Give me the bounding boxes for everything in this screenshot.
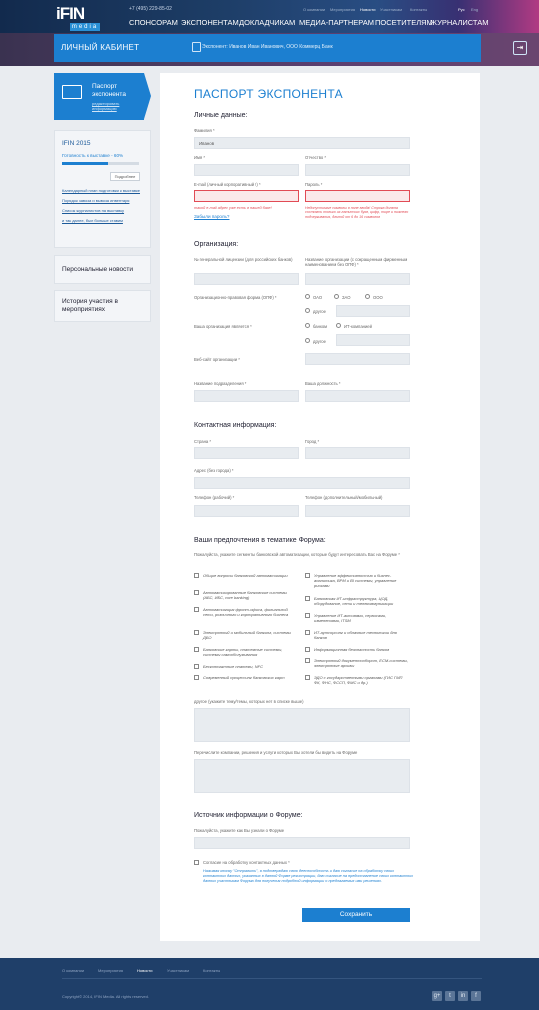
cabinet-title: ЛИЧНЫЙ КАБИНЕТ — [61, 43, 140, 52]
orgtype-other-input[interactable] — [336, 334, 410, 346]
nav-exhibitors[interactable]: ЭКСПОНЕНТАМ — [181, 18, 239, 27]
password-input[interactable] — [305, 190, 410, 202]
source-label: Пожалуйста, укажите как Вы узнали о Форуме — [194, 828, 285, 833]
sidebar-link[interactable]: Календарный план подготовки к выставке — [62, 188, 140, 193]
page-title: ПАСПОРТ ЭКСПОНЕНТА — [194, 87, 343, 101]
footer-link[interactable]: Участникам — [167, 968, 189, 973]
orgname-input[interactable] — [305, 273, 410, 285]
top-link-participants[interactable]: Участникам — [380, 7, 402, 12]
opf-radio[interactable] — [365, 294, 370, 299]
user-icon — [192, 42, 201, 52]
passport-label: Паспорт экспонента — [92, 83, 126, 98]
topic-label: Автоматизация фронт-офиса, филиальной сети, розничного и корпоративного бизнеса — [203, 607, 289, 617]
exit-icon[interactable]: ⇥ — [513, 41, 527, 55]
logo[interactable] — [56, 4, 100, 30]
section-personal: Личные данные: — [194, 112, 248, 119]
topic-checkbox[interactable] — [305, 647, 310, 652]
opf-radio[interactable] — [305, 308, 310, 313]
surname-input[interactable] — [194, 137, 410, 149]
license-input[interactable] — [194, 273, 299, 285]
email-error: такой e-mail адрес уже есть в нашей базе! — [194, 206, 272, 210]
agree-text: Нажимая кнопку "Отправить", я подтверждаю свою дееспособность и даю согласие на обработку своих контактных данных, указанных в данной Форме регистрации, даю согласие на предоставление своих контактных данных участникам Форума для получения подробной информации о предлагаемых ими решениях. — [203, 869, 414, 883]
passport-icon — [62, 85, 82, 99]
passport-edit-link[interactable]: редактировать информацию — [92, 101, 120, 111]
orgtype-label: Ваша организация является * — [194, 324, 252, 329]
position-input[interactable] — [305, 390, 410, 402]
orgtype-option: банком — [313, 324, 328, 329]
license-label: № генеральной лицензии (для российских банков) — [194, 257, 293, 262]
sidebar-news[interactable] — [54, 255, 151, 284]
topic-label: Банковская ИТ-инфраструктура, ЦОД, оборудование, сети и телекоммуникации — [314, 596, 394, 606]
top-link-news[interactable]: Новости — [360, 7, 376, 12]
copyright: Copyright© 2014, IFIN Media. All rights reserved. — [62, 994, 149, 999]
companies-textarea[interactable] — [194, 759, 410, 793]
site-label: Веб-сайт организации * — [194, 357, 240, 362]
opf-option: другое — [313, 309, 326, 314]
footer-link[interactable]: О компании — [62, 968, 85, 973]
orgtype-option: ИТ-компанией — [344, 324, 372, 329]
country-input[interactable] — [194, 447, 299, 459]
nav-visitors[interactable]: ПОСЕТИТЕЛЯМ — [375, 18, 433, 27]
nav-media[interactable]: МЕДИА-ПАРТНЕРАМ — [299, 18, 375, 27]
event-title: IFIN 2015 — [62, 140, 91, 147]
opf-option: ООО — [373, 295, 383, 300]
topic-label: Бесконтактные платежи, NFC — [203, 664, 263, 669]
section-contacts: Контактная информация: — [194, 422, 277, 429]
email-label: E-mail (личный корпоративный !) * — [194, 182, 261, 187]
site-input[interactable] — [305, 353, 410, 365]
address-label: Адрес (без города) * — [194, 468, 234, 473]
footer-link[interactable]: Новости — [137, 968, 153, 973]
orgtype-option: другое — [313, 339, 326, 344]
surname-value: Иванов — [199, 141, 215, 146]
topic-label: Общие вопросы банковской автоматизации — [203, 573, 288, 578]
section-preferences: Ваши предпочтения в тематике Форума: — [194, 537, 326, 544]
phone-input[interactable] — [194, 505, 299, 517]
footer-link[interactable]: Контакты — [203, 968, 221, 973]
logo-sub: media — [71, 24, 99, 30]
orgtype-radio[interactable] — [305, 338, 310, 343]
facebook-icon[interactable]: f — [471, 991, 481, 1001]
other-topics-label: другое (укажите тему/темы, которых нет в списке выше) — [194, 699, 304, 704]
orgtype-radio[interactable] — [336, 323, 341, 328]
topic-checkbox[interactable] — [305, 573, 310, 578]
topic-label: Банковские карты, платежные системы, системы самообслуживания — [203, 647, 283, 657]
ready-label: Готовность к выставке - 60% — [62, 153, 124, 158]
section-source: Источник информации о Форуме: — [194, 812, 303, 819]
topic-label: Управление ИТ-активами, сервисами, изменениями, ITSM — [314, 613, 387, 623]
topic-label: Электронный и мобильный банкинг, системы ДБО — [203, 630, 291, 640]
city-input[interactable] — [305, 447, 410, 459]
lang-en[interactable]: Eng — [471, 7, 479, 12]
password-label: Пароль * — [305, 182, 323, 187]
nav-journalists[interactable]: ЖУРНАЛИСТАМ — [430, 18, 489, 27]
opf-radio[interactable] — [305, 294, 310, 299]
topic-checkbox[interactable] — [305, 675, 310, 680]
surname-label: Фамилия * — [194, 128, 215, 133]
nav-speakers[interactable]: ДОКЛАДЧИКАМ — [239, 18, 296, 27]
sidebar-link[interactable]: Список журналистов на выставку — [62, 208, 125, 213]
more-button[interactable]: Подробнее — [110, 172, 140, 181]
top-link-events[interactable]: Мероприятия — [330, 7, 356, 12]
top-link-contacts[interactable]: Контакты — [410, 7, 428, 12]
gplus-icon[interactable]: g+ — [433, 993, 441, 999]
ready-progress — [62, 162, 139, 165]
opf-other-input[interactable] — [336, 305, 410, 317]
topic-checkbox[interactable] — [194, 647, 199, 652]
sidebar-link[interactable]: и так далее, был больше ставим — [62, 218, 123, 223]
news-label: Персональные новости — [62, 266, 133, 273]
dept-label: Название подразделения * — [194, 381, 247, 386]
name-input[interactable] — [194, 164, 299, 176]
sidebar-event — [54, 130, 151, 248]
orgtype-radio[interactable] — [305, 323, 310, 328]
address-input[interactable] — [194, 477, 410, 489]
topic-checkbox[interactable] — [305, 630, 310, 635]
patronymic-label: Отчество * — [305, 155, 326, 160]
history-label: История участия в мероприятиях — [62, 298, 118, 313]
agree-checkbox[interactable] — [194, 860, 199, 865]
section-organization: Организация: — [194, 241, 239, 248]
top-link-company[interactable]: О компании — [303, 7, 326, 12]
opf-label: Организационно-правовая форма (ОПФ) * — [194, 295, 277, 300]
topic-label: Информационная безопасность банков — [314, 647, 390, 652]
logo-text: iFIN — [56, 4, 85, 23]
dept-input[interactable] — [194, 390, 299, 402]
topic-checkbox[interactable] — [194, 630, 199, 635]
preferences-label: Пожалуйста, укажите сегменты банковской автоматизации, которые будут интересовать Вас на Форуме * — [194, 552, 400, 557]
forgot-link[interactable]: Забыли пароль? — [194, 214, 230, 219]
nav-sponsors[interactable]: СПОНСОРАМ — [129, 18, 178, 27]
topic-checkbox[interactable] — [194, 607, 199, 612]
topic-label: Управление эффективностью и бизнес-аналитика, BPM и BI системы, управление рисками — [314, 573, 397, 588]
cabinet-bar — [54, 34, 524, 62]
topic-checkbox[interactable] — [194, 590, 199, 595]
opf-radio[interactable] — [334, 294, 339, 299]
patronymic-input[interactable] — [305, 164, 410, 176]
footer-link[interactable]: Мероприятия — [98, 968, 124, 973]
opf-option: ОАО — [313, 295, 323, 300]
phone-label: Телефон (рабочий) * — [194, 495, 235, 500]
phone2-label: Телефон (дополнительный/мобильный) — [305, 495, 383, 500]
save-button[interactable]: Сохранить — [302, 908, 410, 922]
topic-label: Автоматизированные банковские системы (АБС, ИБС, core banking) — [203, 590, 287, 600]
footer-divider — [62, 978, 482, 979]
topic-checkbox[interactable] — [194, 664, 199, 669]
phone: +7 (495) 229-85-02 — [129, 6, 172, 12]
other-topics-textarea[interactable] — [194, 708, 410, 742]
sidebar-link[interactable]: Порядок завоза и вывоза инвентаря — [62, 198, 130, 203]
name-label: Имя * — [194, 155, 205, 160]
sidebar-history[interactable] — [54, 290, 151, 322]
country-label: Страна * — [194, 439, 212, 444]
phone2-input[interactable] — [305, 505, 410, 517]
footer — [0, 958, 539, 1010]
topic-label: ЭДО с государственными органами (ГИС ГМП ФК, ФНС, ФССП, ФМС и др.) — [314, 675, 403, 685]
orgname-label: Название организации (с сокращенным фирменным наименованием без ОПФ) * — [305, 257, 408, 267]
topic-label: Современный процессинг банковских карт — [203, 675, 285, 680]
twitter-icon[interactable]: t — [445, 991, 455, 1001]
topic-checkbox[interactable] — [305, 596, 310, 601]
topic-checkbox[interactable] — [194, 675, 199, 680]
opf-option: ЗАО — [342, 295, 351, 300]
linkedin-icon[interactable]: in — [458, 991, 468, 1001]
topic-checkbox[interactable] — [194, 573, 199, 578]
position-label: Ваша должность * — [305, 381, 341, 386]
agree-label: Согласие на обработку контактных данных * — [203, 860, 290, 865]
topic-label: Электронный документооборот, ECM-системы, электронные архивы — [314, 658, 409, 668]
email-input[interactable] — [194, 190, 299, 202]
topic-label: ИТ-аутсорсинг и облачные технологии для банков — [314, 630, 397, 640]
companies-label: Перечислите компании, решения и услуги которых Вы хотели бы видеть на Форуме — [194, 750, 358, 755]
cabinet-user: Экспонент: Иванов Иван Иванович, ООО Коммерц Банк — [202, 44, 333, 50]
topic-checkbox[interactable] — [305, 613, 310, 618]
topic-checkbox[interactable] — [305, 658, 310, 663]
password-error: Недопустимые символы в поле ввода! Строка должна состоять только из латинских букв, цифр, тире и нижнего подчеркивания, длиной от 6 до 16 символов — [305, 206, 409, 219]
source-input[interactable] — [194, 837, 410, 849]
sidebar-passport[interactable] — [54, 73, 144, 120]
lang-ru[interactable]: Рус — [458, 7, 465, 12]
city-label: Город * — [305, 439, 320, 444]
